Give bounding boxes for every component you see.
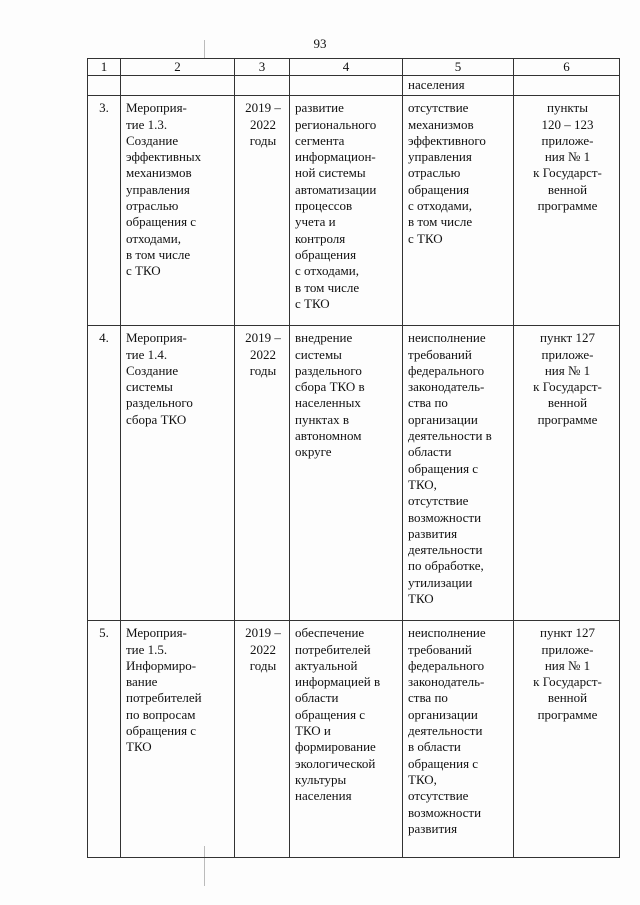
column-header: 1 bbox=[88, 59, 121, 76]
continuation-row bbox=[88, 76, 620, 96]
table-row bbox=[88, 326, 620, 621]
expected-result: обеспечение потребителей актуальной информацией в области обращения с ТКО и формирование экологической культуры населения bbox=[295, 625, 381, 804]
expected-result: внедрение системы раздельного сбора ТКО в населенных пунктах в автономном округе bbox=[295, 330, 365, 460]
measures-table bbox=[87, 58, 620, 858]
column-header: 6 bbox=[514, 59, 620, 76]
page-number: 93 bbox=[313, 36, 327, 51]
column-header: 3 bbox=[235, 59, 290, 76]
event-name: Мероприя- тие 1.3. Создание эффективных механизмов управления отраслью обращения с отходами, в том числе с ТКО bbox=[126, 100, 202, 279]
program-link: пункт 127 приложе- ния № 1 к Государст- венной программе bbox=[533, 625, 602, 722]
column-header: 5 bbox=[403, 59, 514, 76]
event-name: Мероприя- тие 1.4. Создание системы раздельного сбора ТКО bbox=[126, 330, 193, 427]
column-number-row bbox=[88, 59, 620, 76]
table-cell bbox=[235, 76, 290, 96]
row-number: 5. bbox=[99, 625, 109, 641]
consequences-text: неисполнение требований федерального законодатель- ства по организации деятельности в области обращения с ТКО, отсутствие возможности развития деятельности по обработке, утилизации ТКО bbox=[408, 330, 492, 607]
column-header: 2 bbox=[121, 59, 235, 76]
table-row bbox=[88, 621, 620, 858]
event-years: 2019 – 2022 годы bbox=[245, 625, 281, 673]
consequences-text: неисполнение требований федерального законодатель- ства по организации деятельности в области обращения с ТКО, отсутствие возможности развития bbox=[408, 625, 486, 836]
program-link: пункт 127 приложе- ния № 1 к Государст- венной программе bbox=[533, 330, 602, 427]
table-row bbox=[88, 96, 620, 326]
program-link: пункты 120 – 123 приложе- ния № 1 к Государст- венной программе bbox=[533, 100, 602, 214]
table-cell bbox=[403, 76, 514, 96]
expected-result: развитие регионального сегмента информацион- ной системы автоматизации процессов учета и контроля обращения с отходами, в том числе с ТКО bbox=[295, 100, 377, 311]
table-cell bbox=[121, 76, 235, 96]
table-cell bbox=[290, 76, 403, 96]
row-number: 3. bbox=[99, 100, 109, 116]
column-header: 4 bbox=[290, 59, 403, 76]
table-cell bbox=[88, 76, 121, 96]
event-name: Мероприя- тие 1.5. Информиро- вание потребителей по вопросам обращения с ТКО bbox=[126, 625, 202, 755]
event-years: 2019 – 2022 годы bbox=[245, 330, 281, 378]
consequences-text: населения bbox=[408, 77, 465, 93]
event-years: 2019 – 2022 годы bbox=[245, 100, 281, 148]
table-cell bbox=[514, 76, 620, 96]
row-number: 4. bbox=[99, 330, 109, 346]
consequences-text: отсутствие механизмов эффективного управления отраслью обращения с отходами, в том числе с ТКО bbox=[408, 100, 486, 246]
